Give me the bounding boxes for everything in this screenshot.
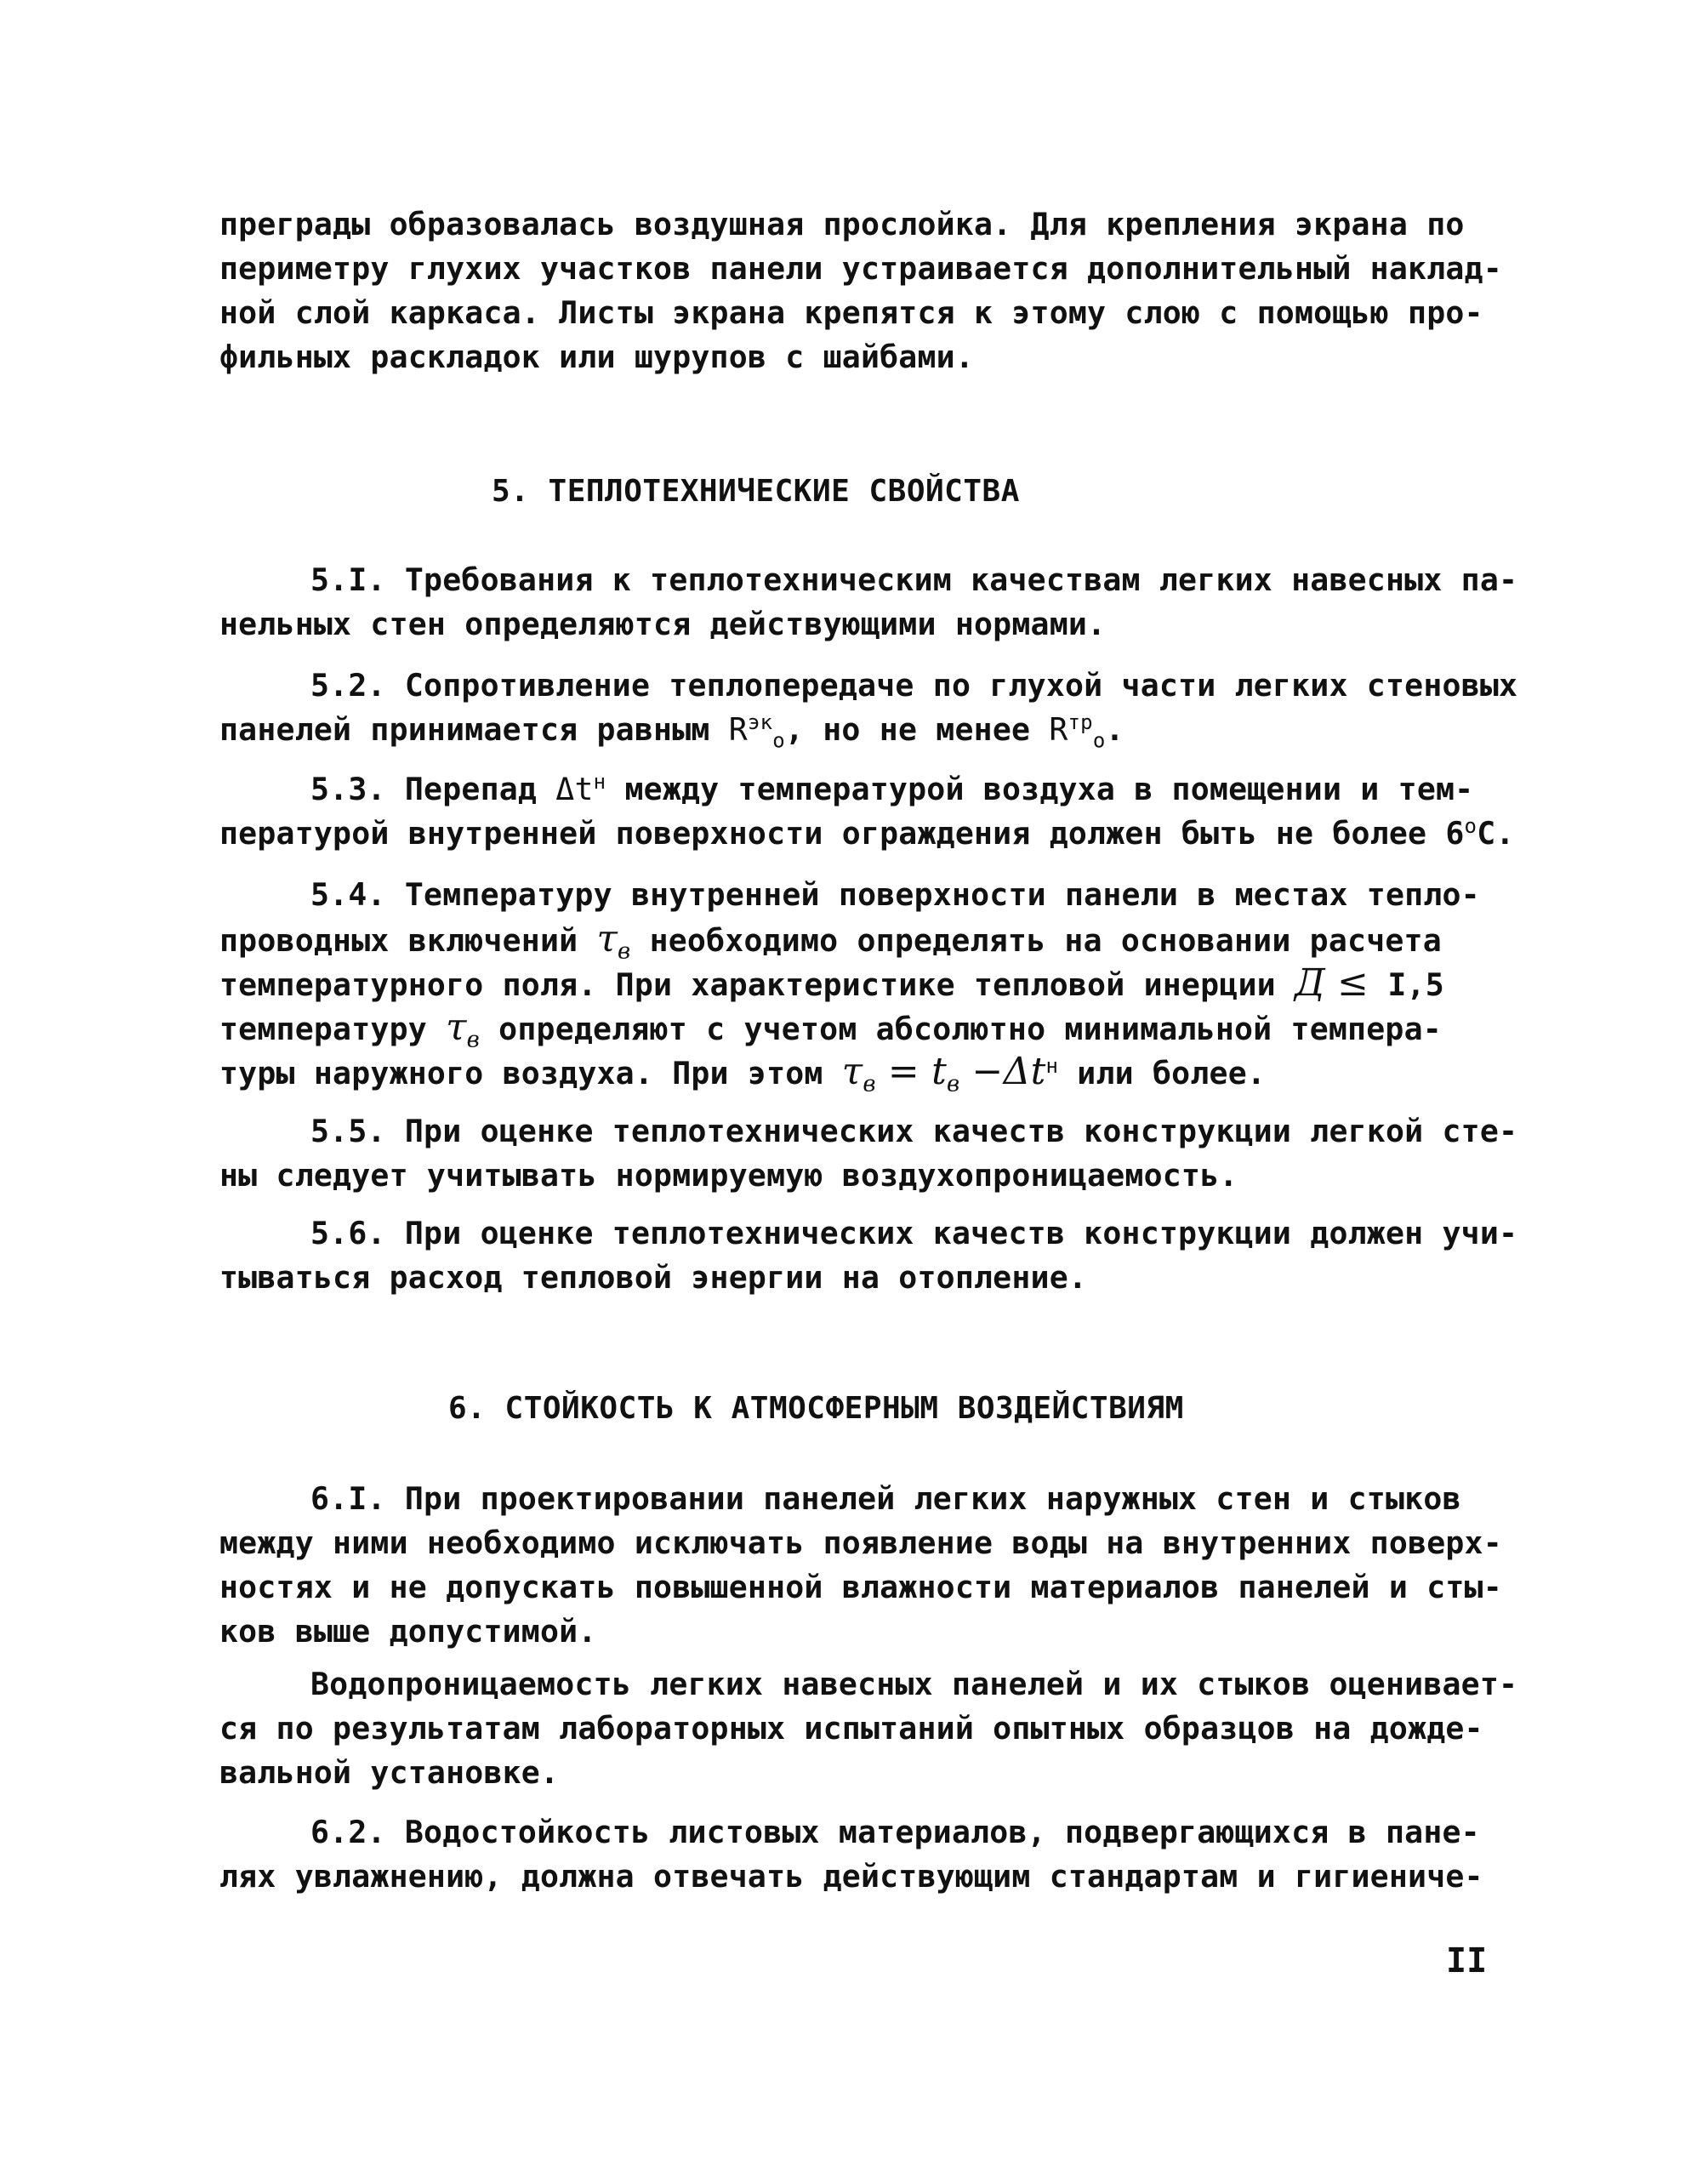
text-fragment: панелей принимается равным — [219, 711, 729, 748]
text-line: 5.4. Температуру внутренней поверхности панели в местах тепло- — [310, 876, 1480, 913]
text-line: периметру глухих участков панели устраивается дополнительный наклад- — [219, 250, 1502, 287]
text-fragment: I,5 — [1369, 966, 1444, 1003]
text-line: 5.6. При оценке теплотехнических качеств конструкции должен учи- — [310, 1215, 1518, 1251]
superscript-tr: тр — [1068, 710, 1093, 734]
text-line: 6.I. При проектировании панелей легких наружных стен и стыков — [310, 1480, 1461, 1517]
text-line: Водопроницаемость легких навесных панелей и их стыков оценивает- — [310, 1666, 1518, 1702]
text-line: вальной установке. — [219, 1754, 560, 1791]
symbol-tau: τ — [841, 1050, 863, 1093]
text-line: ностях и не допускать повышенной влажности материалов панелей и сты- — [219, 1569, 1502, 1605]
paragraph-water-permeability — [219, 1662, 1518, 1795]
superscript-n: н — [593, 769, 606, 794]
superscript-ek: эк — [747, 710, 773, 734]
intro-paragraph — [219, 202, 1502, 379]
text-fragment: С. — [1477, 815, 1515, 852]
symbol-r: R — [728, 711, 748, 748]
text-fragment: . — [1105, 711, 1124, 748]
text-line: тываться расход тепловой энергии на отопление. — [219, 1259, 1088, 1296]
section-6-heading: 6. СТОЙКОСТЬ К АТМОСФЕРНЫМ ВОЗДЕЙСТВИЯМ — [448, 1391, 1184, 1426]
text-line: преграды образовалась воздушная прослойка. Для крепления экрана по — [219, 206, 1465, 242]
page-number: II — [1446, 1941, 1488, 1980]
text-line: нельных стен определяются действующими нормами. — [219, 606, 1107, 642]
formula-delta-t — [555, 771, 606, 807]
text-fragment: или более. — [1058, 1055, 1267, 1091]
paragraph-5-5 — [219, 1109, 1518, 1198]
subscript-v: в — [863, 1071, 876, 1097]
paragraph-6-2 — [219, 1810, 1487, 1899]
text-fragment: 5.3. Перепад — [310, 771, 556, 807]
section-5-heading: 5. ТЕПЛОТЕХНИЧЕСКИЕ СВОЙСТВА — [492, 474, 1020, 509]
text-fragment: необходимо определять на основании расчета — [630, 922, 1442, 959]
text-line — [219, 812, 1515, 856]
text-fragment: температурного поля. При характеристике тепловой инерции — [219, 966, 1295, 1003]
text-line: ся по результатам лабораторных испытаний опытных образцов на дожде- — [219, 1710, 1483, 1747]
text-fragment: пературой внутренней поверхности ограждения должен быть не более 6 — [219, 815, 1465, 852]
text-line — [219, 1050, 1487, 1097]
text-line — [219, 917, 1487, 965]
superscript-n: н — [1045, 1053, 1059, 1078]
paragraph-5-3 — [219, 767, 1515, 856]
text-fragment: , но не менее — [784, 711, 1050, 748]
symbol-tau: τ — [596, 917, 618, 960]
text-line: ков выше допустимой. — [219, 1613, 597, 1650]
text-line — [219, 708, 1487, 752]
subscript-o: о — [1092, 728, 1106, 753]
formula-r-tr — [1049, 710, 1106, 753]
text-line: 5.I. Требования к теплотехническим качествам легких навесных па- — [310, 561, 1518, 598]
text-line: 5.5. При оценке теплотехнических качеств конструкции легкой сте- — [310, 1113, 1518, 1149]
subscript-v: в — [947, 1071, 960, 1097]
text-line: фильных раскладок или шурупов с шайбами. — [219, 339, 974, 375]
paragraph-5-1 — [219, 558, 1518, 647]
symbol-tau: τ — [446, 1006, 467, 1049]
text-line: 6.2. Водостойкость листовых материалов, подвергающихся в пане- — [310, 1814, 1480, 1850]
text-line: ной слой каркаса. Листы экрана крепятся к этому слою с помощью про- — [219, 294, 1483, 331]
text-line: лях увлажнению, должна отвечать действующим стандартам и гигиениче- — [219, 1858, 1483, 1895]
text-line: 5.2. Сопротивление теплопередаче по глухой части легких стеновых — [310, 667, 1518, 704]
text-line: ны следует учитывать нормируемую воздухопроницаемость. — [219, 1157, 1238, 1194]
subscript-o: о — [772, 728, 785, 753]
paragraph-6-1 — [219, 1477, 1502, 1654]
paragraph-5-6 — [219, 1211, 1518, 1300]
degree-sign: о — [1464, 813, 1477, 838]
formula-equals-t: = t — [875, 1050, 947, 1093]
symbol-delta-t: Δt — [555, 771, 594, 807]
text-line: между ними необходимо исключать появление воды на внутренних поверх- — [219, 1525, 1502, 1561]
formula-r-ek — [728, 710, 785, 753]
paragraph-5-2 — [219, 664, 1518, 753]
text-fragment: между температурой воздуха в помещении и тем- — [606, 771, 1474, 807]
text-fragment: проводных включений — [219, 922, 597, 959]
text-fragment: температуру — [219, 1011, 447, 1047]
text-line — [219, 1006, 1487, 1053]
symbol-r: R — [1049, 711, 1068, 748]
text-fragment: туры наружного воздуха. При этом — [219, 1055, 842, 1091]
subscript-v: в — [466, 1027, 480, 1053]
text-line — [219, 767, 1487, 812]
paragraph-5-4 — [219, 873, 1487, 1097]
symbol-thermal-inertia: Д ≤ — [1294, 961, 1369, 1005]
text-line — [219, 961, 1487, 1006]
formula-minus-delta-t: −Δt — [959, 1050, 1046, 1093]
text-fragment: определяют с учетом абсолютно минимальной темпера- — [480, 1011, 1442, 1047]
subscript-v: в — [618, 938, 631, 965]
